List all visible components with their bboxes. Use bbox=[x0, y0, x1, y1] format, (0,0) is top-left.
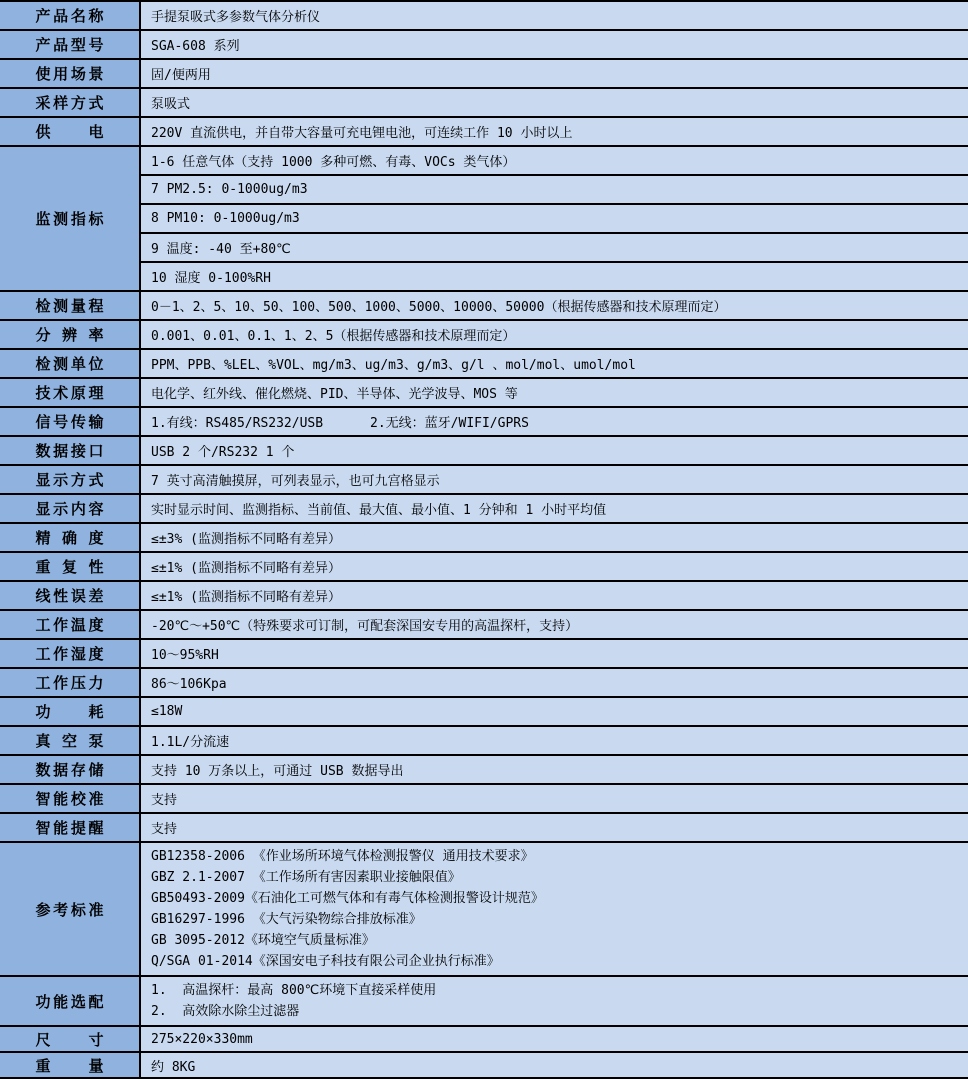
row-value: 10～95%RH bbox=[140, 639, 968, 668]
row-value: PPM、PPB、%LEL、%VOL、mg/m3、ug/m3、g/m3、g/l 、mol/mol、umol/mol bbox=[140, 349, 968, 378]
row-value: 8 PM10: 0-1000ug/m3 bbox=[140, 204, 968, 233]
row-label-text: 功能选配 bbox=[35, 992, 104, 1011]
row-value: ≤±1% (监测指标不同略有差异） bbox=[140, 581, 968, 610]
table-row bbox=[0, 146, 968, 175]
row-label bbox=[0, 1026, 140, 1052]
row-label-text: 重复性 bbox=[35, 558, 104, 576]
table-row bbox=[0, 320, 968, 349]
row-label-text: 监测指标 bbox=[35, 210, 104, 228]
row-label bbox=[0, 976, 140, 1026]
table-row bbox=[0, 291, 968, 320]
table-row bbox=[0, 30, 968, 59]
row-label-text: 数据接口 bbox=[35, 442, 104, 460]
spec-table-body bbox=[0, 1, 968, 1078]
row-value: 7 英寸高清触摸屏，可列表显示，也可九宫格显示 bbox=[140, 465, 968, 494]
row-value: 1.有线：RS485/RS232/USB 2.无线：蓝牙/WIFI/GPRS bbox=[140, 407, 968, 436]
row-label bbox=[0, 668, 140, 697]
table-row bbox=[0, 523, 968, 552]
table-row bbox=[0, 407, 968, 436]
row-label bbox=[0, 349, 140, 378]
table-row bbox=[0, 552, 968, 581]
row-value: 275×220×330mm bbox=[140, 1026, 968, 1052]
row-value: 固/便两用 bbox=[140, 59, 968, 88]
table-row bbox=[0, 639, 968, 668]
row-label-text: 显示内容 bbox=[35, 500, 104, 518]
table-row bbox=[0, 784, 968, 813]
row-label-text: 智能校准 bbox=[35, 790, 104, 808]
row-value: 实时显示时间、监测指标、当前值、最大值、最小值、1 分钟和 1 小时平均值 bbox=[140, 494, 968, 523]
row-label bbox=[0, 320, 140, 349]
row-value: USB 2 个/RS232 1 个 bbox=[140, 436, 968, 465]
table-row bbox=[0, 204, 968, 233]
table-row bbox=[0, 117, 968, 146]
row-value: 泵吸式 bbox=[140, 88, 968, 117]
row-label bbox=[0, 610, 140, 639]
row-label-text: 参考标准 bbox=[35, 900, 104, 919]
row-value: -20℃～+50℃（特殊要求可订制，可配套深国安专用的高温探杆，支持） bbox=[140, 610, 968, 639]
row-label bbox=[0, 639, 140, 668]
table-row bbox=[0, 175, 968, 204]
row-value bbox=[140, 842, 968, 976]
row-label-text: 使用场景 bbox=[35, 65, 104, 83]
table-row bbox=[0, 378, 968, 407]
row-value: 电化学、红外线、催化燃烧、PID、半导体、光学波导、MOS 等 bbox=[140, 378, 968, 407]
row-label bbox=[0, 30, 140, 59]
table-row bbox=[0, 976, 968, 1026]
row-label-text: 工作温度 bbox=[35, 616, 104, 634]
row-value: SGA-608 系列 bbox=[140, 30, 968, 59]
row-value bbox=[140, 976, 968, 1026]
row-value: ≤±1% (监测指标不同略有差异） bbox=[140, 552, 968, 581]
table-row bbox=[0, 697, 968, 726]
table-row bbox=[0, 813, 968, 842]
row-label bbox=[0, 407, 140, 436]
row-label-text: 检测量程 bbox=[35, 297, 104, 315]
row-label-text: 真空泵 bbox=[35, 732, 104, 750]
table-row bbox=[0, 233, 968, 262]
row-value: 约 8KG bbox=[140, 1052, 968, 1078]
row-value: 0－1、2、5、10、50、100、500、1000、5000、10000、50000（根据传感器和技术原理而定） bbox=[140, 291, 968, 320]
table-row bbox=[0, 262, 968, 291]
table-row bbox=[0, 1, 968, 30]
row-label-text: 供电 bbox=[35, 123, 104, 141]
row-label-text: 检测单位 bbox=[35, 355, 104, 373]
row-value: 支持 bbox=[140, 813, 968, 842]
row-label bbox=[0, 552, 140, 581]
row-label-text: 数据存储 bbox=[35, 761, 104, 779]
row-label-text: 显示方式 bbox=[35, 471, 104, 489]
row-value: 1-6 任意气体（支持 1000 多种可燃、有毒、VOCs 类气体） bbox=[140, 146, 968, 175]
row-label bbox=[0, 1052, 140, 1078]
row-label bbox=[0, 436, 140, 465]
table-row bbox=[0, 755, 968, 784]
row-value-line: 2. 高效除水除尘过滤器 bbox=[151, 1004, 300, 1019]
row-label-text: 分辨率 bbox=[35, 326, 104, 344]
row-label bbox=[0, 494, 140, 523]
row-label-text: 尺寸 bbox=[35, 1030, 104, 1049]
row-label-text: 智能提醒 bbox=[35, 819, 104, 837]
row-label bbox=[0, 523, 140, 552]
row-label bbox=[0, 117, 140, 146]
row-value-line: GBZ 2.1-2007 《工作场所有害因素职业接触限值》 bbox=[151, 870, 461, 885]
row-label bbox=[0, 88, 140, 117]
row-label-text: 工作湿度 bbox=[35, 645, 104, 663]
table-row bbox=[0, 581, 968, 610]
row-label-text: 信号传输 bbox=[35, 413, 104, 431]
row-label bbox=[0, 291, 140, 320]
row-value: 支持 bbox=[140, 784, 968, 813]
row-label-text: 线性误差 bbox=[35, 587, 104, 605]
table-row bbox=[0, 349, 968, 378]
row-label-text: 产品名称 bbox=[35, 7, 104, 25]
row-value-line: GB50493-2009《石油化工可燃气体和有毒气体检测报警设计规范》 bbox=[151, 891, 544, 906]
row-value-line: 1. 高温探杆：最高 800℃环境下直接采样使用 bbox=[151, 983, 437, 998]
row-label bbox=[0, 581, 140, 610]
row-value: 支持 10 万条以上，可通过 USB 数据导出 bbox=[140, 755, 968, 784]
row-label-text: 采样方式 bbox=[35, 94, 104, 112]
row-label bbox=[0, 784, 140, 813]
row-value: ≤18W bbox=[140, 697, 968, 726]
row-value-line: GB12358-2006 《作业场所环境气体检测报警仪 通用技术要求》 bbox=[151, 849, 534, 864]
row-label bbox=[0, 1, 140, 30]
row-label bbox=[0, 697, 140, 726]
row-value: 7 PM2.5: 0-1000ug/m3 bbox=[140, 175, 968, 204]
row-label bbox=[0, 726, 140, 755]
row-value-line: GB16297-1996 《大气污染物综合排放标准》 bbox=[151, 912, 422, 927]
row-value: 220V 直流供电，并自带大容量可充电锂电池，可连续工作 10 小时以上 bbox=[140, 117, 968, 146]
row-value-line: Q/SGA 01-2014《深国安电子科技有限公司企业执行标准》 bbox=[151, 954, 500, 969]
row-label bbox=[0, 842, 140, 976]
row-value: 86～106Kpa bbox=[140, 668, 968, 697]
row-label-text: 功耗 bbox=[35, 703, 104, 721]
row-label-text: 工作压力 bbox=[35, 674, 104, 692]
table-row bbox=[0, 88, 968, 117]
table-row bbox=[0, 59, 968, 88]
table-row bbox=[0, 436, 968, 465]
row-value: 1.1L/分流速 bbox=[140, 726, 968, 755]
row-label bbox=[0, 378, 140, 407]
row-label-text: 重量 bbox=[35, 1056, 104, 1075]
table-row bbox=[0, 494, 968, 523]
table-row bbox=[0, 668, 968, 697]
row-value: 9 温度: -40 至+80℃ bbox=[140, 233, 968, 262]
table-row bbox=[0, 610, 968, 639]
row-label-text: 技术原理 bbox=[35, 384, 104, 402]
row-value-line: GB 3095-2012《环境空气质量标准》 bbox=[151, 933, 375, 948]
row-label-text: 产品型号 bbox=[35, 36, 104, 54]
table-row bbox=[0, 842, 968, 976]
row-label bbox=[0, 146, 140, 291]
row-label bbox=[0, 813, 140, 842]
row-value: 手提泵吸式多参数气体分析仪 bbox=[140, 1, 968, 30]
table-row bbox=[0, 1052, 968, 1078]
row-label bbox=[0, 59, 140, 88]
table-row bbox=[0, 465, 968, 494]
row-label-text: 精确度 bbox=[35, 529, 104, 547]
row-label bbox=[0, 755, 140, 784]
row-value: 10 湿度 0-100%RH bbox=[140, 262, 968, 291]
row-value: ≤±3% (监测指标不同略有差异） bbox=[140, 523, 968, 552]
row-value: 0.001、0.01、0.1、1、2、5（根据传感器和技术原理而定） bbox=[140, 320, 968, 349]
row-label bbox=[0, 465, 140, 494]
table-row bbox=[0, 726, 968, 755]
table-row bbox=[0, 1026, 968, 1052]
